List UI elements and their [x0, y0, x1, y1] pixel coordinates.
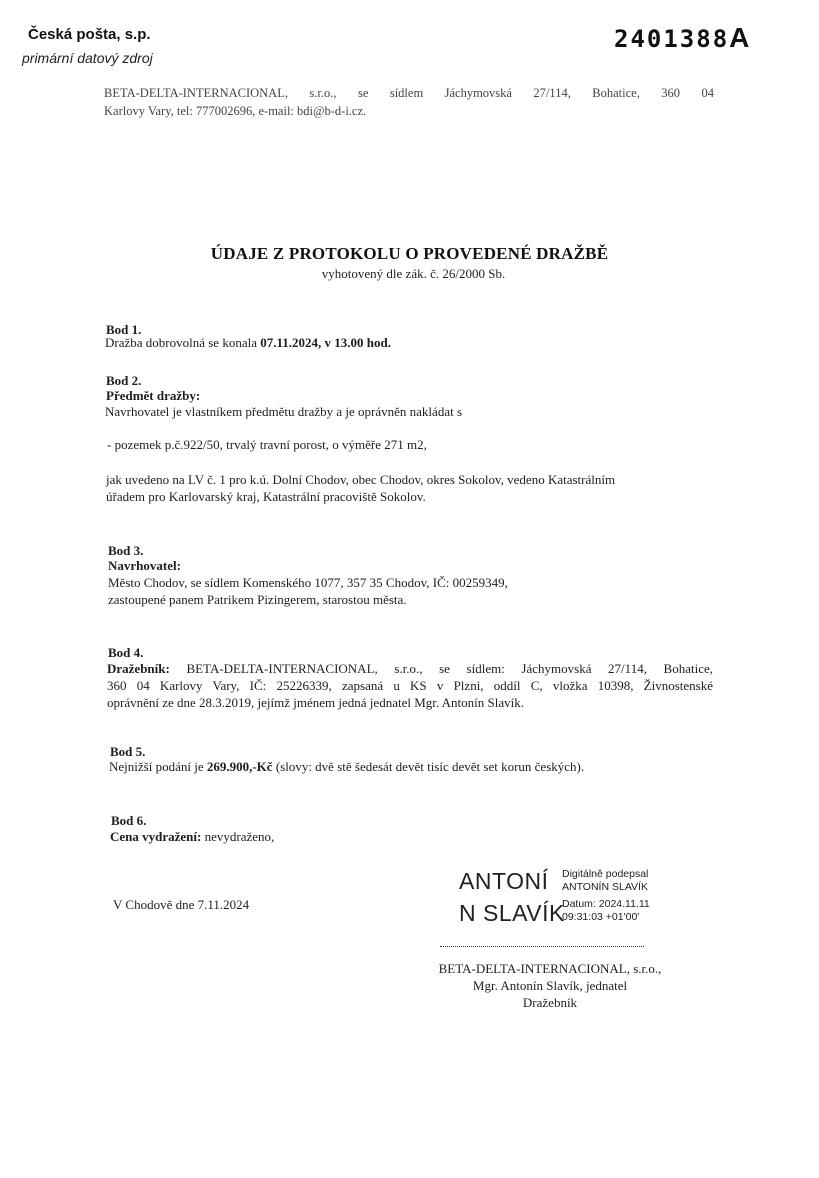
signature-digitally-signed: Digitálně podepsal [562, 868, 649, 880]
bod6-heading: Bod 6. [111, 813, 147, 828]
bod2-line-3: jak uvedeno na LV č. 1 pro k.ú. Dolní Chodov, obec Chodov, okres Sokolov, vedeno Katastrálním [106, 472, 616, 487]
bod3-heading: Bod 3. [108, 543, 144, 558]
bod5-text-pre: Nejnižší podání je [109, 759, 207, 774]
signature-name-line-2: N SLAVÍK [459, 900, 565, 926]
document-number-suffix: A [729, 22, 750, 53]
bod3-line-2: zastoupené panem Patrikem Pizingerem, starostou města. [108, 592, 407, 607]
bod2-line-1: Navrhovatel je vlastníkem předmětu dražby a je oprávněn nakládat s [105, 404, 463, 419]
bod4-label: Dražebník: [107, 661, 170, 676]
signature-time: 09:31:03 +01'00' [562, 911, 640, 923]
document-title: ÚDAJE Z PROTOKOLU O PROVEDENÉ DRAŽBĚ [210, 244, 609, 263]
bod5-price: 269.900,-Kč [206, 759, 273, 774]
bod2-subheading: Předmět dražby: [106, 388, 201, 403]
bod5-heading: Bod 5. [110, 744, 146, 759]
document-number [614, 22, 749, 54]
document-subtitle: vyhotovený dle zák. č. 26/2000 Sb. [321, 266, 506, 281]
bod6-text [110, 828, 274, 845]
signatory-company: BETA-DELTA-INTERNACIONAL, s.r.o., [438, 961, 662, 976]
signatory-role: Dražebník [522, 995, 578, 1010]
bod1-text-pre: Dražba dobrovolná se konala [105, 335, 261, 350]
bod4-line-3: oprávnění ze dne 28.3.2019, jejímž jménem jedná jednatel Mgr. Antonín Slavík. [107, 695, 524, 710]
bod5-text [109, 758, 584, 775]
bod1-heading: Bod 1. [106, 322, 142, 337]
signatory-person: Mgr. Antonín Slavík, jednatel [472, 978, 628, 993]
bod4-heading: Bod 4. [108, 645, 144, 660]
bod4-line-2: 360 04 Karlovy Vary, IČ: 25226339, zapsaná u KS v Plzni, oddíl C, vložka 10398, Živnostenské [107, 678, 713, 693]
post-office-subtitle: primární datový zdroj [22, 50, 153, 66]
post-office-name: Česká pošta, s.p. [28, 26, 151, 43]
bod4-line-1 [107, 660, 713, 677]
bod3-subheading: Navrhovatel: [108, 558, 181, 573]
company-header-line-1: BETA-DELTA-INTERNACIONAL, s.r.o., se sídlem Jáchymovská 27/114, Bohatice, 360 04 [104, 86, 714, 100]
signature-dotted-line [440, 946, 644, 947]
place-date: V Chodově dne 7.11.2024 [113, 897, 250, 912]
bod1-date: 07.11.2024, v 13.00 hod. [260, 335, 391, 350]
document-number-digits: 2401388 [614, 25, 730, 53]
signature-signer-name: ANTONÍN SLAVÍK [562, 881, 648, 893]
bod5-text-post: (slovy: dvě stě šedesát devět tisíc devět set korun českých). [272, 759, 585, 774]
bod2-heading: Bod 2. [106, 373, 142, 388]
bod1-text [105, 334, 391, 351]
bod2-line-4: úřadem pro Karlovarský kraj, Katastrální pracoviště Sokolov. [106, 489, 426, 504]
bod6-value: nevydraženo, [201, 829, 275, 844]
company-header-line-2: Karlovy Vary, tel: 777002696, e-mail: bdi@b-d-i.cz. [104, 104, 367, 118]
bod4-line-1-text: BETA-DELTA-INTERNACIONAL, s.r.o., se sídlem: Jáchymovská 27/114, Bohatice, [169, 661, 713, 676]
signature-date: Datum: 2024.11.11 [562, 898, 650, 910]
bod6-label: Cena vydražení: [110, 829, 202, 844]
bod3-line-1: Město Chodov, se sídlem Komenského 1077, 357 35 Chodov, IČ: 00259349, [108, 575, 508, 590]
signature-name-line-1: ANTONÍ [459, 868, 549, 894]
bod2-item: - pozemek p.č.922/50, trvalý travní porost, o výměře 271 m2, [107, 437, 427, 452]
